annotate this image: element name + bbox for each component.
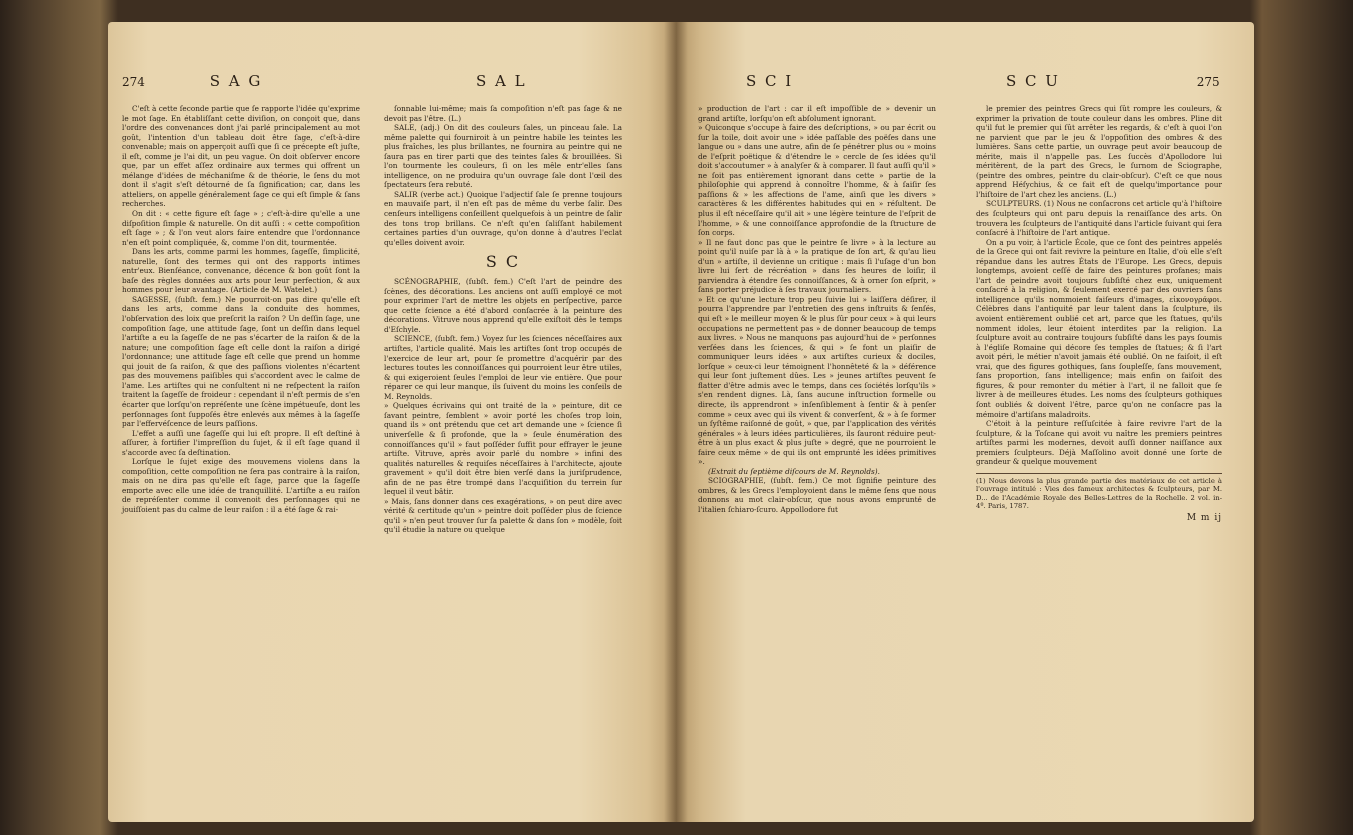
paragraph: On dit : « cette figure eſt ſage » ; c'eſt-à-dire qu'elle a une diſpoſition ſimple & naturelle. On dit auſſi : « cette compoſition eſt ſage » ; & l'on veut alors faire entendre que l'ordonnance n'en eſt point compliquée, &, comme l'on dit, tourmentée. — [122, 209, 360, 247]
right-head-word-2: S C U — [1006, 72, 1060, 90]
paragraph: SAGESSE, (ſubſt. fem.) Ne pourroit-on pas dire qu'elle eſt dans les arts, comme dans la conduite des hommes, l'obſervation des loix que preſcrit la raiſon ? Un deſſin ſage, une compoſition ſage, une attitude ſage, ſont un deſſin dans lequel l'artiſte a eu la ſageſſe de ne pas s'écarter de la raiſon & de la nature; une compoſition ſage eſt celle dont la raiſon a dirigé l'ordonnance; une attitude ſage eſt celle que prend un homme qui jouit de ſa raiſon, & que des paſſions violentes n'écartent pas des mouvemens paiſibles qui s'accordent avec le calme de l'ame. Les artiſtes qui ne conſultent ni ne reſpectent la raiſon traitent la ſageſſe de froideur : cependant il n'eſt permis de s'en écarter que lorſqu'on repréſente une ſcène impétueuſe, dont les perſonnages ſont ſuppoſés être enlevés aux mêmes à la ſageſſe par l'effervéſcence de leurs paſſions. — [122, 294, 360, 429]
left-page-number: 274 — [122, 75, 145, 89]
right-running-head — [1006, 72, 1220, 90]
paragraph: (Extrait du ſeptième diſcours de M. Reynolds). — [708, 466, 880, 476]
right-page-number: 275 — [1196, 75, 1220, 89]
paragraph: ſonnable lui-même; mais ſa compoſition n'eſt pas ſage & ne devoit pas l'être. (L.) — [384, 104, 622, 123]
paragraph: SCIOGRAPHIE, (ſubſt. fem.) Ce mot ſignifie peinture des ombres, & les Grecs l'employoient dans le même ſens que nous donnons au mot clair-obſcur, que nous avons emprunté de l'italien ſchiaro-ſcuro. Appollodore fut — [698, 476, 936, 514]
paragraph: Dans les arts, comme parmi les hommes, ſageſſe, ſimplicité, naturelle, ſont des termes qui ont des rapports intimes entr'eux. Bienſéance, convenance, décence & bon goût ſont la baſe des règles données aux arts pour leur perfection, & aux hommes pour leur avantage. (Article de M. Watelet.) — [122, 247, 360, 295]
paragraph: SALE, (adj.) On dit des couleurs ſales, un pinceau ſale. La même palette qui fourniroit à un peintre habile les teintes les plus fraîches, les plus brillantes, ne fournira au peintre qui ne ſaura pas en tirer parti que des teintes ſales & brouillées. Si l'on tourmente les couleurs, ſi on les mêle entr'elles ſans intelligence, on ne produira qu'un ouvrage ſale dont l'œil des ſpectateurs ſera rebuté. — [384, 123, 622, 190]
paragraph: SALIR (verbe act.) Quoique l'adjectif ſale ſe prenne toujours en mauvaiſe part, il n'en eſt pas de même du verbe ſalir. Des cenſeurs intelligens conſeillent quelquefois à un peintre de ſalir des tons trop brillans. Ce n'eſt qu'en ſaliſſant habilement certaines parties d'un ouvrage, qu'on donne à d'autres l'eclat qu'elles doivent avoir. — [384, 189, 622, 247]
right-column-2 — [976, 104, 1222, 524]
paragraph: C'eſt à cette ſeconde partie que ſe rapporte l'idée qu'exprime le mot ſage. En établiſſant cette diviſion, on conçoit que, dans l'ordre des convenances dont j'ai parlé principalement au mot goût, l'intention d'un tableau doit être ſage, c'eſt-à-dire convenable; mais on apperçoit auſſi que ſi ce précepte eſt juſte, il eſt, comme je l'ai dit, un peu vague. On doit obſerver encore que, par un effet aſſez ordinaire aux termes qui offrent un mélange d'idées de méchaniſme & de théorie, le ſens du mot dont il s'agit s'eſt détourné de ſa ſignification; car, dans les atteliers, on appelle généralement ſage ce qui eſt ſimple & ſans recherches. — [122, 104, 360, 209]
left-column-1 — [122, 104, 360, 515]
left-running-head — [122, 72, 262, 90]
left-head-word-1: S A G — [209, 72, 263, 90]
paragraph: » production de l'art : car il eſt impoſſible de » devenir un grand artiſte, lorſqu'on eſt abſolument ignorant. — [698, 104, 936, 123]
paragraph: L'effet a auſſi une ſageſſe qui lui eſt propre. Il eſt deſtiné à aſſurer, à fortifier l'impreſſion du ſujet, & il eſt ſage quand il s'accorde avec ſa deſtination. — [122, 428, 360, 457]
paragraph: » Mais, ſans donner dans ces exagérations, » on peut dire avec vérité & certitude qu'un » peintre doit poſſéder plus de ſcience qu'il » n'en peut trouver ſur ſa palette & dans ſon » modèle, ſoit qu'il étudie la nature ou quelque — [384, 496, 622, 535]
paragraph: » Et ce qu'une lecture trop peu ſuivie lui » laiſſera déſirer, il pourra l'apprendre par l'entretien des gens inſtruits & ſenſés, qui eſt » le meilleur moyen & le plus ſûr pour ceux » à qui leurs occupations ne permettent pas » de donner beaucoup de temps aux livres. » Nous ne manquons pas aujourd'hui de » perſonnes verſées dans les ſciences, & qui » ſe font un plaiſir de communiquer leurs idées » aux artiſtes curieux & dociles, lorſque » ceux-ci leur témoignent l'honnêteté & la » déférence qui leur ſont juſtement dûes. Les » jeunes artiſtes peuvent ſe flatter d'être admis avec le temps, dans ces ſociétés lorſqu'ils » s'en rendent dignes. Là, ſans aucune inſtruction formelle ou directe, ils apprendront » inſenſiblement à ſentir & à penſer comme » ceux avec qui ils vivent & converſent, & » à ſe former un ſyſtême raiſonné de goût, » que, par l'application des vérités générales » à leurs idées particulières, ils ſauront réduire peut-être à un plus exact & plus juſte » degré, que ne pourroient le faire ceux même » de qui ils ont emprunté les idées primitives ». — [698, 294, 936, 467]
paragraph: C'étoit à la peinture reſſuſcitée à faire revivre l'art de la ſculpture, & la Toſcane qui avoit vu naître les premiers peintres artiſtes parmi les modernes, devoit auſſi donner naiſſance aux premiers ſculpteurs. Déjà Maſſolino avoit donné une ſorte de grandeur & quelque mouvement — [976, 419, 1222, 467]
paragraph: SCULPTEURS. (1) Nous ne conſacrons cet article qu'à l'hiſtoire des ſculpteurs qui ont paru depuis la renaiſſance des arts. On trouvera les ſculpteurs de l'antiquité dans l'article ſuivant qui ſera conſacré à l'hiſtoire de l'art antique. — [976, 199, 1222, 238]
right-head-word-1: S C I — [746, 72, 794, 90]
gutter-shadow — [664, 22, 688, 822]
paragraph: le premier des peintres Grecs qui ſût rompre les couleurs, & exprimer la privation de toute couleur dans les ombres. Pline dit qu'il fut le premier qui ſût arrêter les regards, & c'eſt à quoi l'on ne parvient que par le jeu & l'oppoſition des ombres & des lumières. Sans cette partie, un ouvrage peut avoir beaucoup de mérite, mais il n'appelle pas. Les ſuccès d'Apollodore lui méritèrent, de la part des Grecs, le ſurnom de Sciographe, (peintre des ombres, peintre du clair-obſcur). C'eſt ce que nous apprend Héſychius, & ce fait eſt de quelqu'importance pour l'hiſtoire de l'art chez les anciens. (L.) — [976, 104, 1222, 199]
paragraph: » Quiconque s'occupe à faire des deſcriptions, » ou par écrit ou ſur la toile, doit avoir une » idée paſſable des poëſes dans une langue ou » dans une autre, afin de ſe pénétrer plus ou » moins de l'eſprit poëtique & d'étendre le » cercle de ſes idées qu'il doit s'accoutumer » à analyſer & à comparer. Il faut auſſi qu'il » ne ſoit pas entièrement ignorant dans cette » partie de la philoſophie qui apprend à connoître l'homme, & à ſaiſir ſes paſſions & » les affections de l'ame, ainſi que les divers » caractères & les différentes habitudes qui en » réſultent. De plus il eſt néceſſaire qu'il ait » une légère teinture de l'eſprit de l'homme, » & une connoiſſance approfondie de la ſtructure de ſon corps. — [698, 123, 936, 238]
paragraph: Lorſque le ſujet exige des mouvemens violens dans la compoſition, cette compoſition ne ſera pas contraire à la raiſon, mais on ne dira pas qu'elle eſt ſage, parce que la ſageſſe emporte avec elle une idée de tranquillité. L'artiſte a eu raiſon de repréſenter comme il convenoit des perſonnages qui ne jouiſſoient pas du calme de leur raiſon : il a été ſage & rai- — [122, 457, 360, 514]
footnote: (1) Nous devons la plus grande partie des matériaux de cet article à l'ouvrage intitulé : Vies des fameux architectes & ſculpteurs, par M. D... de l'Académie Royale des Belles-Lettres de la Rochelle. 2 vol. in-4º. Paris, 1787. — [976, 473, 1222, 511]
paragraph: S C — [485, 252, 521, 272]
right-column-1 — [698, 104, 936, 515]
right-page — [676, 22, 1254, 822]
paragraph: SCÉNOGRAPHIE, (ſubſt. fem.) C'eſt l'art de peindre des ſcènes, des décorations. Les anciens ont auſſi employé ce mot pour exprimer l'art de mettre les objets en perſpective, parce que cette ſcience a été d'abord conſacrée à la peinture des décorations. Vitruve nous apprend qu'elle exiſtoit dès le temps d'Eſchyle. — [384, 277, 622, 334]
left-page — [108, 22, 676, 822]
paragraph: » Il ne faut donc pas que le peintre ſe livre » à la lecture au point qu'il nuiſe par là à » la pratique de ſon art, & qu'au lieu d'un » artiſte, il devienne un critique : mais ſi l'uſage d'un bon livre lui ſert de récréation » dans ſes heures de loiſir, il parviendra à étendre ſes connoiſſances, & à orner ſon eſprit, » ſans porter préjudice à ſes travaux journaliers. — [698, 237, 936, 295]
paragraph: On a pu voir, à l'article École, que ce ſont des peintres appelés de la Grece qui ont fait revivre la peinture en Italie, d'où elle s'eſt répandue dans les autres États de l'Europe. Les Grecs, depuis longtemps, avoient ceſſé de faire des peintures profanes; mais l'art de peindre avoit toujours ſubſiſté chez eux, uniquement conſacré à la religion, & ſeulement exercé par des ouvriers ſans intelligence qu'ils nommoient faiſeurs d'images, εἰκονογράφοι. Célèbres dans l'antiquité par leur talent dans la ſculpture, ils avoient entièrement oublié cet art, parce que les ſtatues, qu'ils nomment idoles, leur étoient interdites par la religion. La ſculpture avoit au contraire toujours ſubſiſté dans les pays ſoumis à l'égliſe Romaine qui décore ſes temples de ſtatues; & ſi l'art avoit péri, le métier n'avoit jamais été oublié. On ne faiſoit, il eſt vrai, que des figures gothiques, ſans ſoupleſſe, ſans mouvement, ſans proportion, ſans intelligence; mais enfin on faiſoit des figures, & pour remonter du métier à l'art, il ne falloit que ſe livrer à de meilleures études. Les noms des ſculpteurs gothiques ſont oubliés & doivent l'être, parce qu'on ne conſacre pas la mémoire d'artiſans maladroits. — [976, 237, 1222, 419]
left-head-word-2: S A L — [476, 72, 527, 90]
signature-mark: M m ij — [1186, 513, 1222, 524]
paragraph: SCIENCE, (ſubſt. fem.) Voyez ſur les ſciences néceſſaires aux artiſtes, l'article qualité. Mais les artiſtes ſont trop occupés de l'exercice de leur art, pour ſe promettre d'acquérir par des lectures toutes les connoiſſances qui pourroient leur être utiles, & qui exigeroient ſeules l'emploi de leur vie entière. Que pour réparer ce qui leur manque, ils ſuivent du moins les conſeils de M. Reynolds. — [384, 334, 622, 401]
paragraph: » Quelques écrivains qui ont traité de la » peinture, dit ce ſavant peintre, ſemblent » avoir porté les choſes trop loin, quand ils » ont prétendu que cet art demande une » ſcience ſi univerſelle & ſi profonde, que la » ſeule énumération des connoiſſances qu'il » faut poſſéder ſuffit pour effrayer le jeune artiſte. Vitruve, après avoir parlé du nombre » infini des qualités naturelles & requiſes néceſſaires à l'architecte, ajoute gravement » qu'il doit être bien verſé dans la juriſprudence, afin de ne pas être trompé dans l'acquiſition du terrein ſur lequel il veut bâtir. — [384, 401, 622, 497]
left-column-2 — [384, 104, 622, 535]
right-column-2-body — [976, 104, 1222, 467]
